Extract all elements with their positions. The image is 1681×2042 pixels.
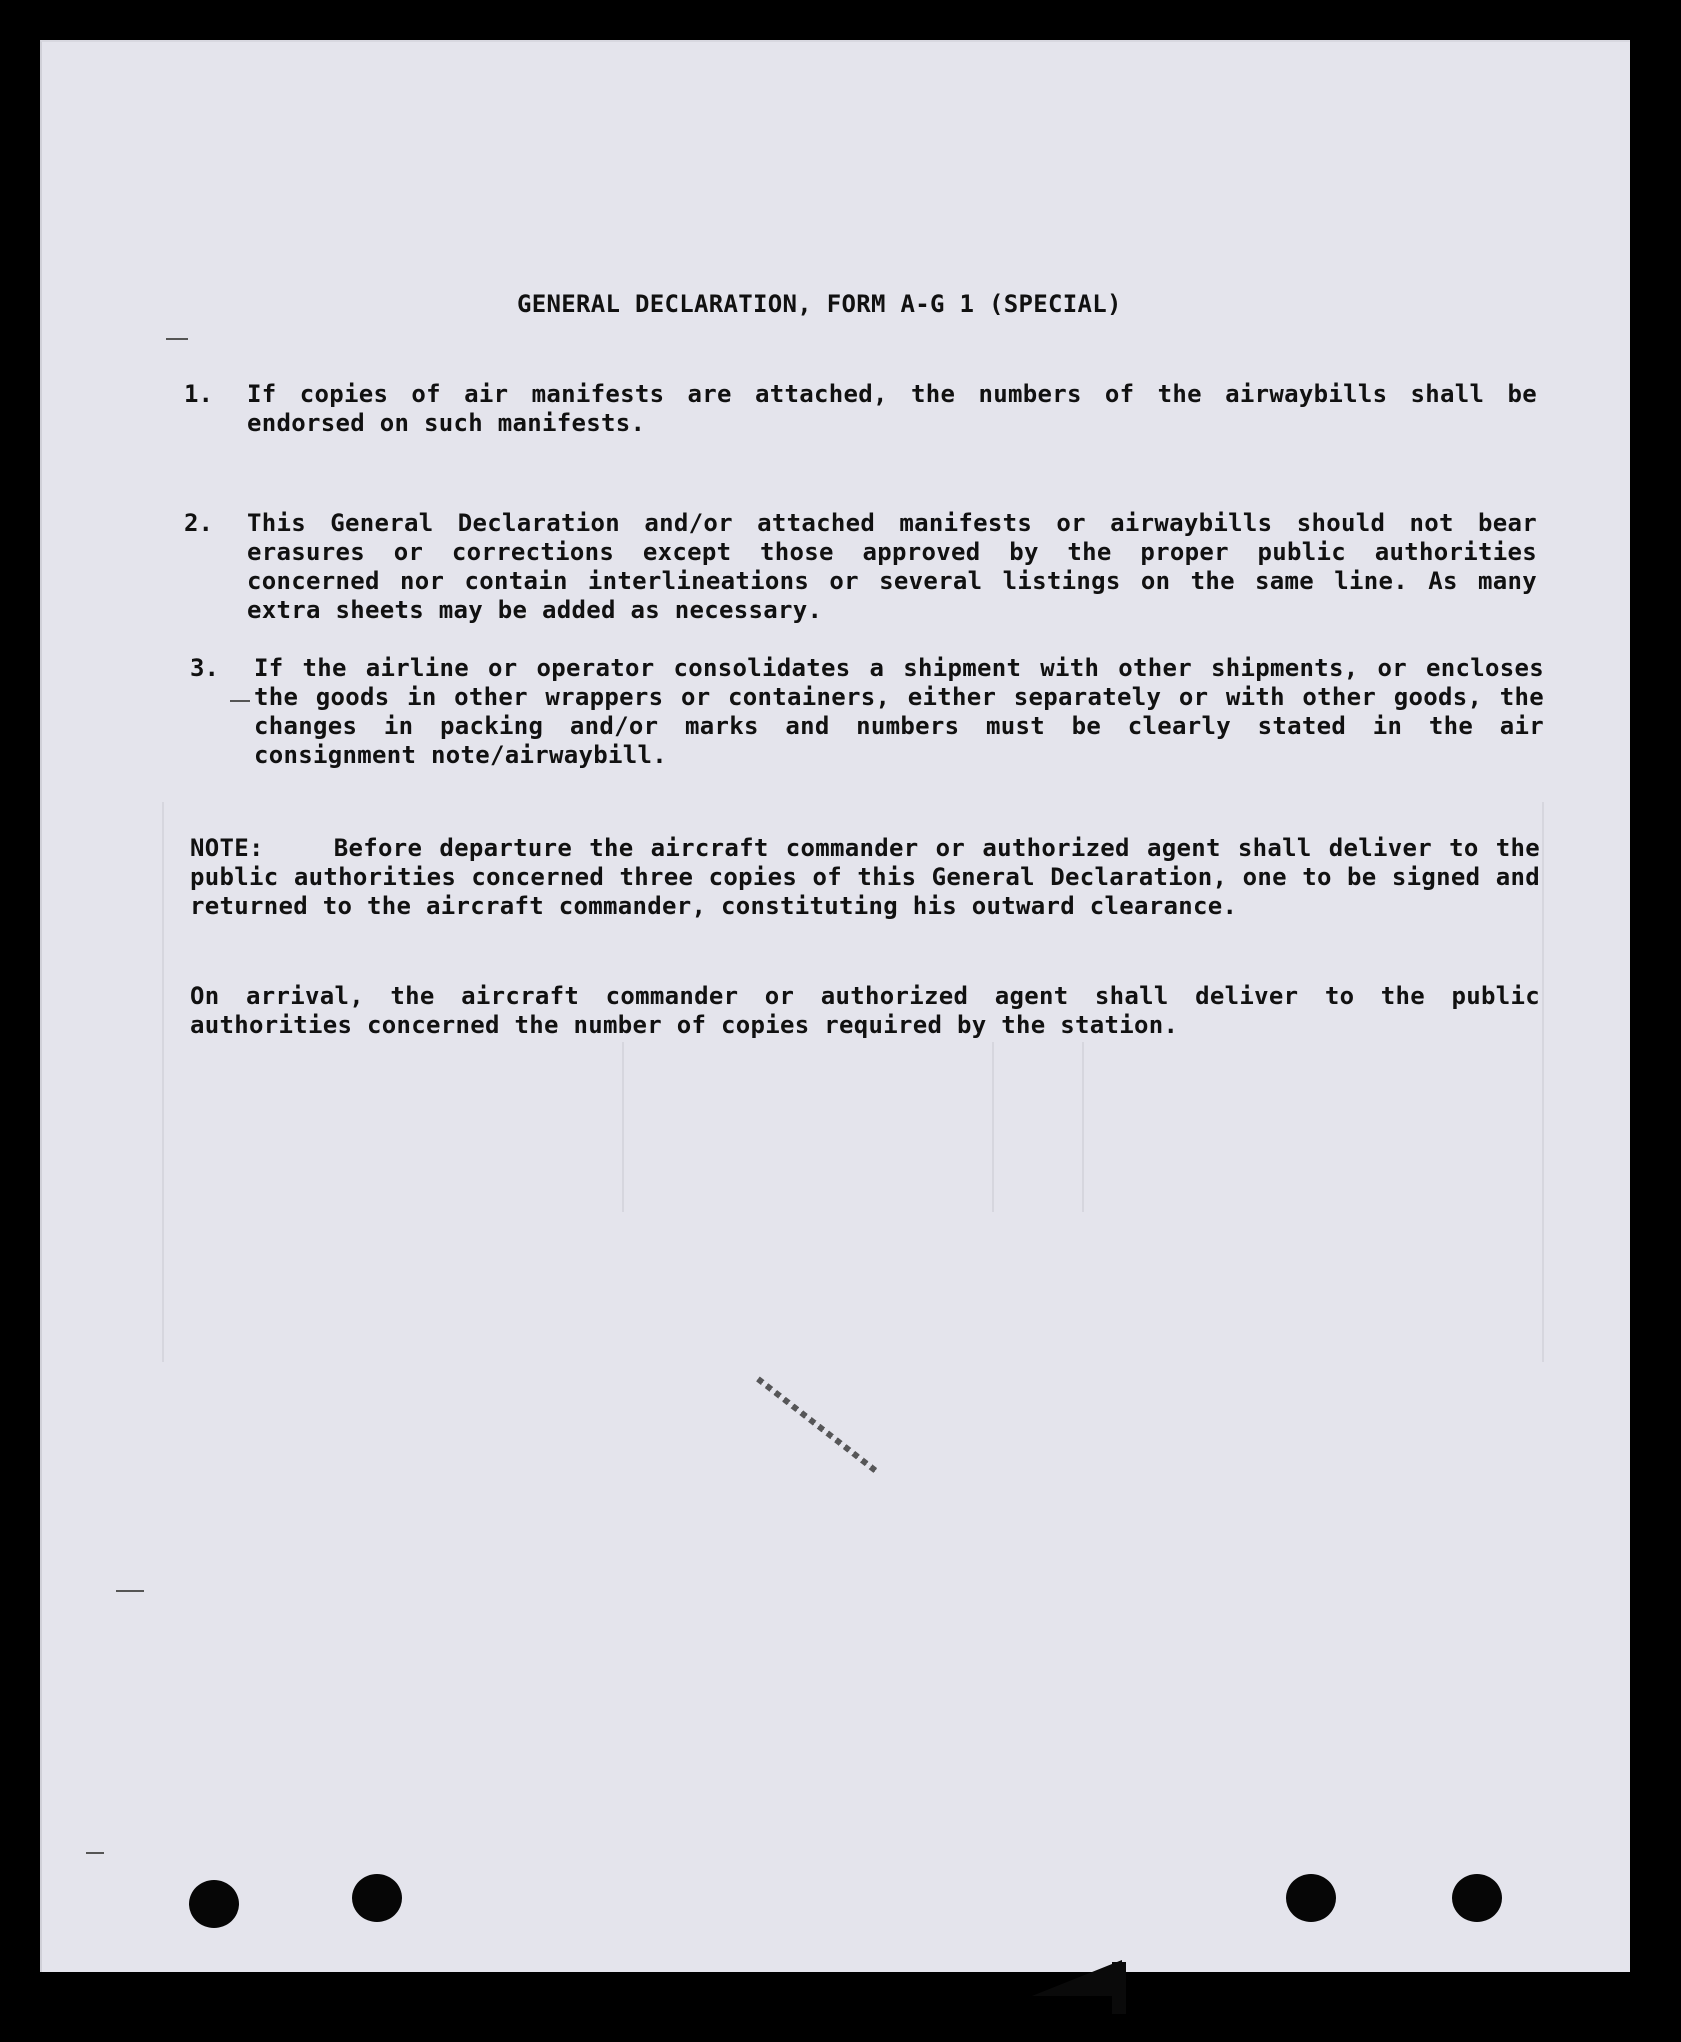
- document-page: [40, 40, 1630, 1972]
- margin-tick: [86, 1852, 104, 1854]
- item-number: 1.: [184, 380, 213, 408]
- note-text: Before departure the aircraft commander or authorized agent shall deliver to the public authorities concerned three copies of this General Declaration, one to be signed and returned to the aircraft commander, constituting his outward clearance.: [190, 834, 1540, 920]
- form-title: GENERAL DECLARATION, FORM A-G 1 (SPECIAL): [517, 290, 1122, 318]
- punch-hole: [352, 1874, 402, 1922]
- torn-corner: [1032, 1960, 1122, 1996]
- item-text: If copies of air manifests are attached, the numbers of the airwaybills shall be endorsed on such manifests.: [247, 380, 1537, 437]
- item-text: This General Declaration and/or attached manifests or airwaybills should not bear erasures or corrections except those approved by the proper public authorities concerned nor contain interlineations or several listings on the same line. As many extra sheets may be added as necessary.: [247, 509, 1537, 624]
- show-through-line: [1542, 802, 1544, 1362]
- punch-hole: [1452, 1874, 1502, 1922]
- note-label: NOTE:: [190, 834, 264, 862]
- punch-hole: [189, 1880, 239, 1928]
- item-number: 3.: [190, 654, 219, 682]
- show-through-line: [992, 1042, 994, 1212]
- torn-corner: [1112, 1962, 1126, 2014]
- margin-tick: [230, 700, 250, 702]
- show-through-line: [162, 802, 164, 1362]
- note-paragraph: [190, 834, 1540, 921]
- item-number: 2.: [184, 509, 213, 537]
- show-through-line: [622, 1042, 624, 1212]
- arrival-paragraph: On arrival, the aircraft commander or authorized agent shall deliver to the public authorities concerned the number of copies required by the station.: [190, 982, 1540, 1039]
- margin-tick: [116, 1590, 144, 1592]
- punch-hole: [1286, 1874, 1336, 1922]
- item-text: If the airline or operator consolidates a shipment with other shipments, or encloses the goods in other wrappers or containers, either separately or with other goods, the changes in packing and/or marks and numbers must be clearly stated in the air consignment note/airwaybill.: [254, 654, 1544, 769]
- faint-stamp-mark: [756, 1376, 878, 1473]
- margin-tick: [166, 338, 188, 340]
- show-through-line: [1082, 1042, 1084, 1212]
